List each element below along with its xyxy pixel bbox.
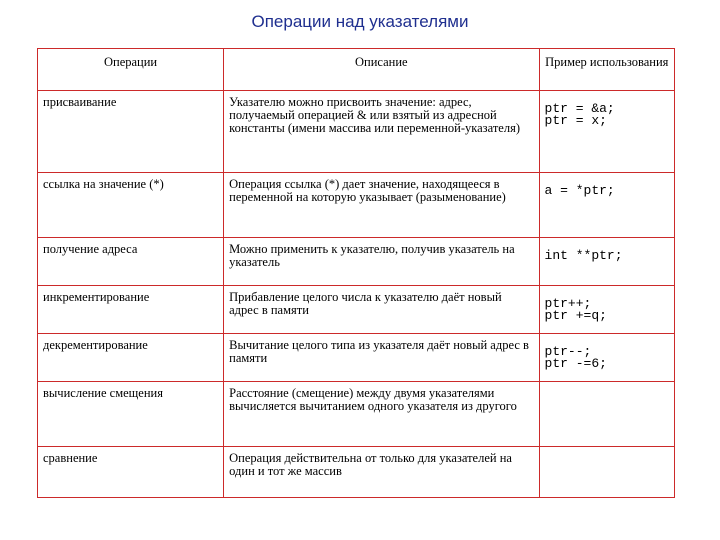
cell-operation: присваивание — [38, 91, 224, 173]
table-row — [38, 238, 675, 286]
cell-description: Вычитание целого типа из указателя даёт новый адрес в памяти — [224, 334, 539, 382]
cell-operation: вычисление смещения — [38, 382, 224, 447]
cell-operation: ссылка на значение (*) — [38, 173, 224, 238]
cell-example: ptr++; ptr +=q; — [539, 286, 674, 334]
cell-operation: получение адреса — [38, 238, 224, 286]
table-row — [38, 382, 675, 447]
cell-example: ptr = &a; ptr = x; — [539, 91, 674, 173]
cell-description: Можно применить к указателю, получив указатель на указатель — [224, 238, 539, 286]
header-operation: Операции — [38, 49, 224, 91]
table-header-row — [38, 49, 675, 91]
cell-description: Указателю можно присвоить значение: адрес, получаемый операцией & или взятый из адресной константы (имени массива или переменной-указателя) — [224, 91, 539, 173]
cell-description: Прибавление целого числа к указателю даёт новый адрес в памяти — [224, 286, 539, 334]
table-row — [38, 334, 675, 382]
page-title: Операции над указателями — [251, 12, 469, 31]
cell-example: ptr--; ptr -=6; — [539, 334, 674, 382]
header-description: Описание — [224, 49, 539, 91]
cell-example: a = *ptr; — [539, 173, 674, 238]
table-row — [38, 286, 675, 334]
operations-table — [37, 48, 675, 498]
cell-description: Операция ссылка (*) дает значение, находящееся в переменной на которую указывает (разыменование) — [224, 173, 539, 238]
table-row — [38, 447, 675, 498]
table-row — [38, 91, 675, 173]
cell-operation: инкрементирование — [38, 286, 224, 334]
header-example: Пример использования — [539, 49, 674, 91]
cell-description: Операция действительна от только для указателей на один и тот же массив — [224, 447, 539, 498]
cell-operation: декрементирование — [38, 334, 224, 382]
cell-example — [539, 447, 674, 498]
table-row — [38, 173, 675, 238]
cell-description: Расстояние (смещение) между двумя указателями вычисляется вычитанием одного указателя из другого — [224, 382, 539, 447]
cell-example: int **ptr; — [539, 238, 674, 286]
cell-operation: сравнение — [38, 447, 224, 498]
cell-example — [539, 382, 674, 447]
